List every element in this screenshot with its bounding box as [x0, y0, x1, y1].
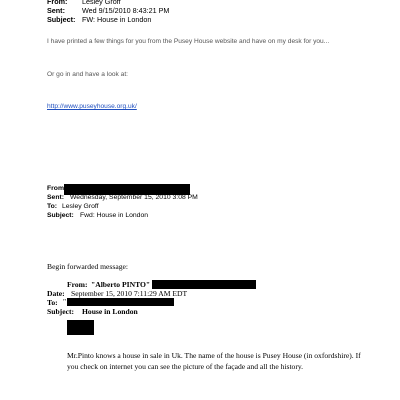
from-value: Lesley Groff [82, 0, 121, 6]
inner-date-value: September 15, 2010 7:11:29 AM EDT [71, 289, 188, 298]
redaction-box [152, 280, 256, 289]
fwd-to-value: Lesley Groff [62, 203, 99, 210]
inner-from-value: "Alberto PINTO" [91, 280, 151, 289]
sent-value: Wed 9/15/2010 8:43:21 PM [82, 6, 170, 15]
fwd-sent-label: Sent: [47, 194, 64, 201]
from-label: From: [47, 0, 68, 6]
begin-forwarded: Begin forwarded message: [47, 262, 128, 271]
inner-subject-label: Subject: [47, 307, 74, 316]
fwd-subject-value: Fwd: House in London [80, 212, 149, 219]
subject-value: FW: House in London [82, 15, 152, 24]
forwarded-body: Mr.Pinto knows a house in sale in Uk. The name of the house is Pusey House (in oxfordshire). If you check on internet you can see the picture of the façade and all the history. [67, 351, 361, 371]
body-line-2: Or go in and have a look at: [47, 71, 129, 78]
inner-to-label: To: [47, 298, 58, 307]
inner-from-label: From: [67, 280, 88, 289]
redaction-box [67, 320, 94, 335]
fwd-subject-label: Subject: [47, 212, 74, 219]
inner-to-value: " [63, 297, 67, 306]
fwd-sent-value: Wednesday, September 15, 2010 3:08 PM [70, 194, 198, 201]
fwd-from-label: From [47, 185, 64, 192]
inner-subject-value: House in London [82, 307, 138, 316]
body-line-1: I have printed a few things for you from the Pusey House website and have on my desk for you... [47, 38, 330, 45]
sent-label: Sent: [47, 6, 65, 15]
redaction-box [67, 298, 174, 306]
pusey-house-link[interactable]: http://www.puseyhouse.org.uk/ [47, 103, 137, 110]
fwd-to-label: To: [47, 203, 58, 210]
subject-label: Subject: [47, 15, 76, 24]
inner-date-label: Date: [47, 289, 65, 298]
